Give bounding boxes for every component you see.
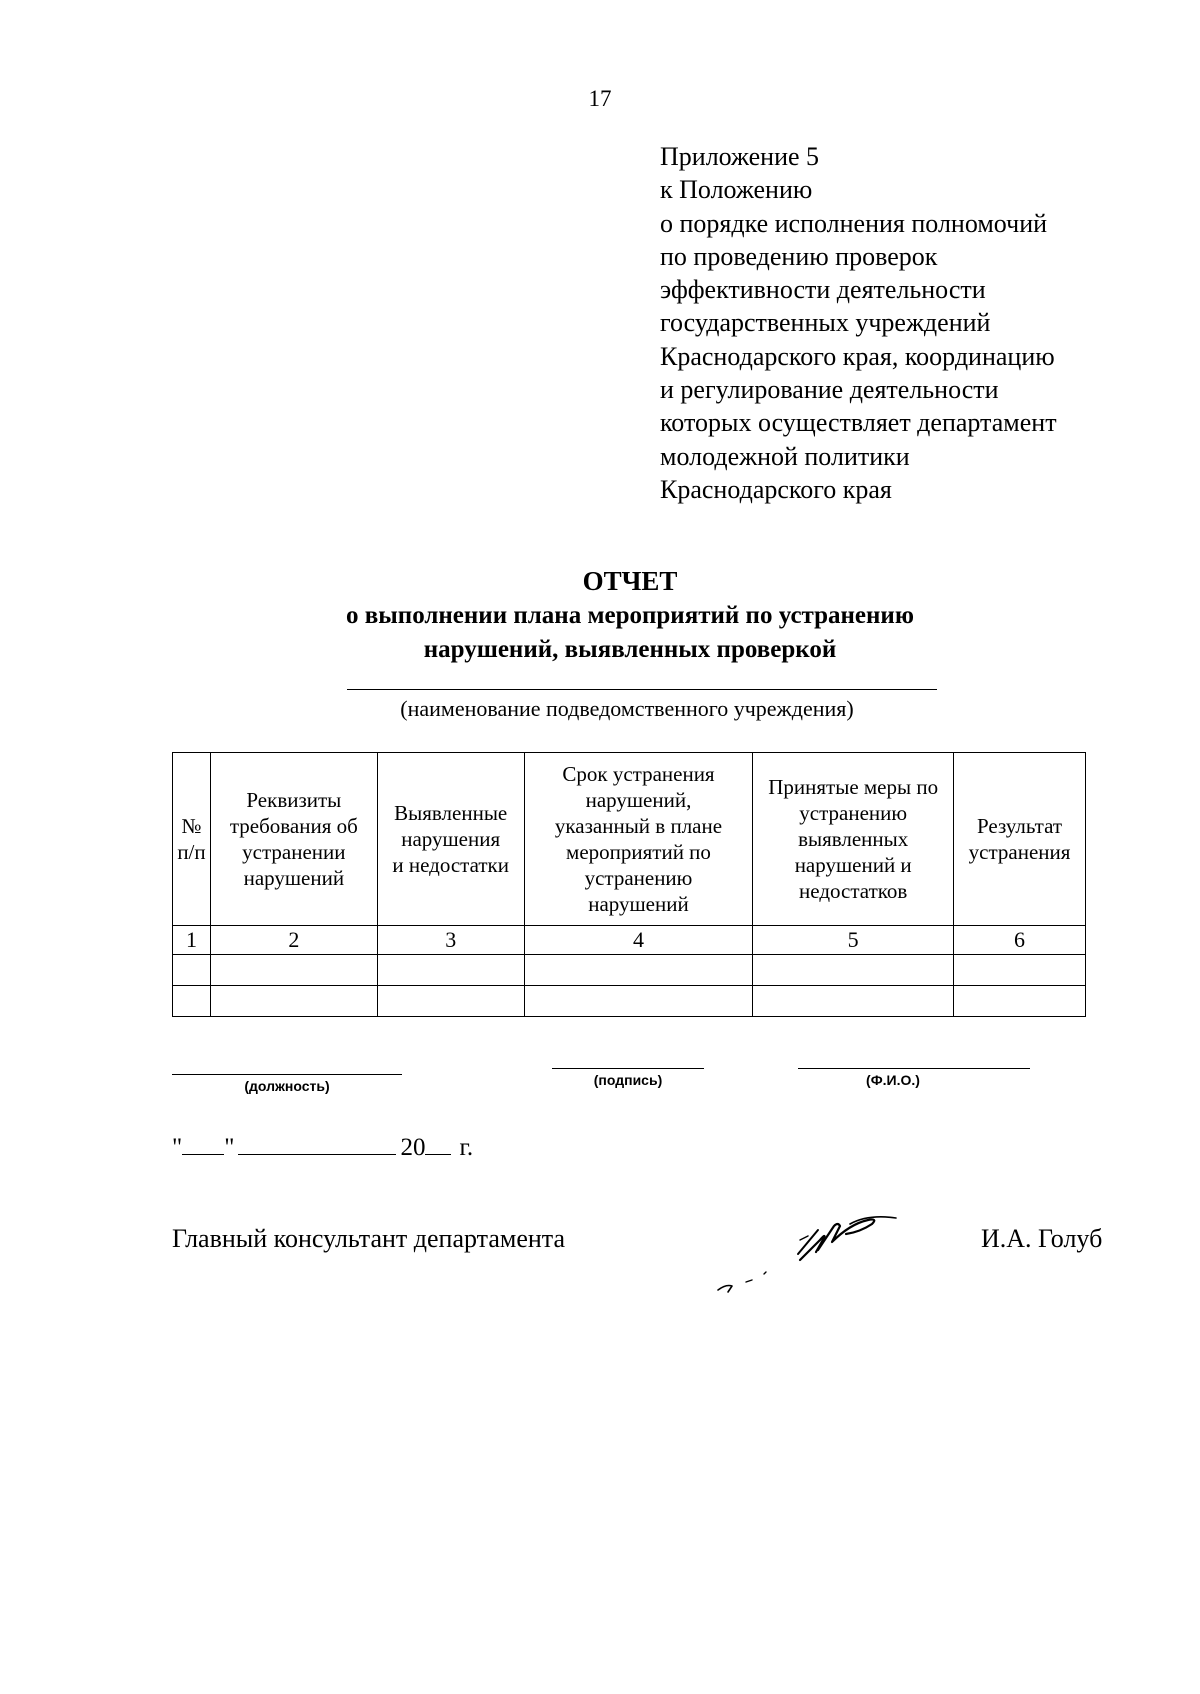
appendix-line: государственных учреждений <box>660 308 991 338</box>
position-caption: (должность) <box>244 1078 330 1094</box>
year-suffix: г. <box>459 1134 474 1161</box>
header-cell-number: № п/п <box>173 753 211 926</box>
institution-name-line <box>347 689 937 690</box>
appendix-line: Краснодарского края <box>660 474 892 504</box>
signature-line <box>552 1068 704 1069</box>
header-cell-measures: Принятые меры по устранению выявленных нарушений и недостатков <box>753 753 954 926</box>
header-cell-deadline: Срок устранения нарушений, указанный в плане мероприятий по устранению нарушений <box>524 753 753 926</box>
table-cell <box>377 955 524 986</box>
header-cell-requisites: Реквизиты требования об устранении нарушений <box>210 753 377 926</box>
signer-name: И.А. Голуб <box>981 1224 1103 1253</box>
appendix-line: по проведению проверок <box>660 241 938 271</box>
table-cell <box>173 986 211 1017</box>
table-cell <box>524 955 753 986</box>
appendix-line: молодежной политики <box>660 441 910 471</box>
appendix-line: Краснодарского края, координацию <box>660 341 1055 371</box>
date-close-quote: " <box>224 1134 235 1161</box>
column-number: 1 <box>173 926 211 955</box>
table-number-row <box>173 926 1086 955</box>
header-cell-result: Результат устранения <box>954 753 1086 926</box>
report-subtitle-line-2: нарушений, выявленных проверкой <box>423 636 837 663</box>
table-row <box>173 986 1086 1017</box>
report-title: ОТЧЕТ <box>582 566 678 596</box>
column-number: 6 <box>954 926 1086 955</box>
appendix-line: эффективности деятельности <box>660 275 986 305</box>
table-cell <box>753 955 954 986</box>
page-number: 17 <box>588 86 612 111</box>
appendix-line: о порядке исполнения полномочий <box>660 208 1048 238</box>
table-cell <box>377 986 524 1017</box>
institution-caption: (наименование подведомственного учреждения) <box>400 696 854 721</box>
report-subtitle-line-1: о выполнении плана мероприятий по устранению <box>346 602 914 629</box>
fullname-line <box>798 1068 1030 1069</box>
table-cell <box>954 986 1086 1017</box>
handwritten-signature <box>700 1200 920 1310</box>
table-cell <box>210 955 377 986</box>
day-blank <box>182 1132 224 1155</box>
table-cell <box>173 955 211 986</box>
report-table <box>172 752 1086 1017</box>
table-cell <box>753 986 954 1017</box>
column-number: 5 <box>753 926 954 955</box>
table-row <box>173 955 1086 986</box>
date-open-quote: " <box>172 1134 183 1161</box>
year-blank <box>425 1132 451 1155</box>
fullname-caption: (Ф.И.О.) <box>866 1072 920 1088</box>
month-blank <box>238 1132 396 1155</box>
appendix-line: которых осуществляет департамент <box>660 408 1057 438</box>
table-cell <box>524 986 753 1017</box>
column-number: 4 <box>524 926 753 955</box>
table-cell <box>954 955 1086 986</box>
table-header-row <box>173 753 1086 926</box>
header-cell-violations: Выявленные нарушения и недостатки <box>377 753 524 926</box>
signer-position: Главный консультант департамента <box>172 1224 566 1253</box>
position-line <box>172 1074 402 1075</box>
signature-caption: (подпись) <box>593 1072 663 1088</box>
column-number: 2 <box>210 926 377 955</box>
appendix-line: к Положению <box>660 175 813 205</box>
appendix-block <box>660 140 1057 506</box>
column-number: 3 <box>377 926 524 955</box>
table-cell <box>210 986 377 1017</box>
date-line <box>172 1132 473 1162</box>
appendix-line: Приложение 5 <box>660 142 820 171</box>
year-prefix: 20 <box>400 1134 426 1161</box>
appendix-line: и регулирование деятельности <box>660 375 999 405</box>
